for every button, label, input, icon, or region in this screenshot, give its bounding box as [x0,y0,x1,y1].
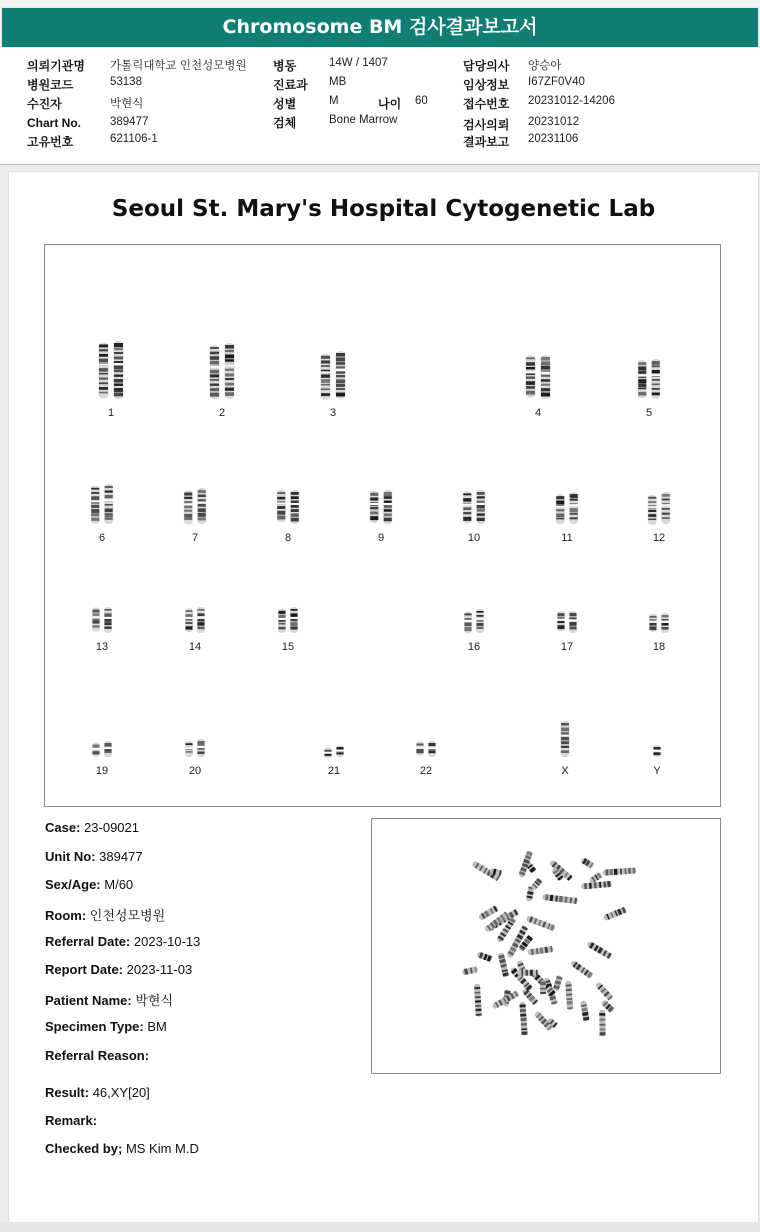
chromosome-pair-18 [629,611,689,655]
chromosome-image [72,605,132,637]
chromosome-pair-17 [537,609,597,655]
info-label-clinical-info: 임상정보 [463,78,510,92]
field-sex-age: Sex/Age: M/60 [45,877,134,892]
bottom-edge [0,1222,760,1232]
chromosome-pair-2 [192,341,252,421]
chromosome-label: 9 [377,532,385,544]
chromosome-pair-8 [258,488,318,546]
info-label-specimen: 검체 [273,116,297,130]
chromosome-image [619,357,679,403]
field-referral-reason: Referral Reason: [45,1048,150,1063]
field-case: Case: 23-09021 [45,820,139,835]
chromosome-image [508,353,568,403]
chromosome-pair-y [627,743,687,779]
info-value-clinical-info: I67ZF0V40 [528,76,585,88]
chromosome-label: 4 [534,407,542,419]
chromosome-label: 19 [95,765,109,777]
chromosome-image [396,739,456,761]
chromosome-label: 21 [327,765,341,777]
chromosome-pair-12 [629,490,689,546]
field-result: Result: 46,XY[20] [45,1085,150,1100]
field-specimen-type: Specimen Type: BM [45,1019,167,1034]
chromosome-pair-6 [72,482,132,546]
chromosome-image [351,488,411,528]
chromosome-label: 6 [98,532,106,544]
chromosome-label: 2 [218,407,226,419]
info-value-accession-no: 20231012-14206 [528,95,615,107]
chromosome-image [258,605,318,637]
info-label-department: 진료과 [273,78,308,92]
chromosome-pair-16 [444,607,504,655]
chromosome-pair-5 [619,357,679,421]
info-label-sex: 성별 [273,97,297,111]
chromosome-label: 13 [95,641,109,653]
info-value-department: MB [329,76,347,88]
chromosome-pair-21 [304,743,364,779]
chromosome-image [444,488,504,528]
chromosome-label: 17 [560,641,574,653]
chromosome-image [537,490,597,528]
chromosome-label: X [561,765,569,777]
chromosome-label: 11 [561,532,573,544]
info-label-request-date: 검사의뢰 [463,118,510,132]
field-report-date: Report Date: 2023-11-03 [45,962,193,977]
lab-title: Seoul St. Mary's Hospital Cytogenetic Lab [111,196,656,222]
chromosome-image [303,349,363,403]
chromosome-pair-11 [537,490,597,546]
info-value-specimen: Bone Marrow [329,114,398,126]
info-value-doctor: 양승아 [528,60,562,72]
chromosome-image [81,339,141,403]
chromosome-label: 15 [281,641,295,653]
chromosome-pair-7 [165,486,225,546]
chromosome-pair-10 [444,488,504,546]
info-label-age: 나이 [378,97,402,111]
metaphase-image [371,818,721,1074]
info-value-request-date: 20231012 [528,116,580,128]
chromosome-label: 5 [645,407,653,419]
patient-info-panel [0,48,760,165]
field-room: Room: 인천성모병원 [45,908,166,923]
info-label-hospital-code: 병원코드 [27,78,74,92]
chromosome-image [165,737,225,761]
info-label-unique-no: 고유번호 [27,135,74,149]
chromosome-pair-13 [72,605,132,655]
chromosome-label: 7 [191,532,199,544]
chromosome-pair-19 [72,739,132,779]
field-patient-name: Patient Name: 박현식 [45,993,174,1008]
info-label-report-date: 결과보고 [463,135,510,149]
chromosome-label: 18 [652,641,666,653]
chromosome-pair-1 [81,339,141,421]
info-value-sex: M [329,95,339,107]
top-edge [0,0,760,6]
chromosome-image [629,611,689,637]
chromosome-image [535,719,595,761]
chromosome-image [72,482,132,528]
info-label-patient: 수진자 [27,97,62,111]
chromosome-label: 8 [284,532,292,544]
info-label-chart-no: Chart No. [27,116,81,130]
chromosome-label: Y [653,765,661,777]
chromosome-image [192,341,252,403]
info-label-ward: 병동 [273,59,297,73]
chromosome-label: 1 [107,407,115,419]
chromosome-pair-x [535,719,595,779]
chromosome-image [72,739,132,761]
chromosome-pair-22 [396,739,456,779]
field-remark: Remark: [45,1113,98,1128]
chromosome-image [258,488,318,528]
report-banner-title: Chromosome BM 검사결과보고서 [2,8,758,47]
chromosome-image [444,607,504,637]
chromosome-pair-20 [165,737,225,779]
info-value-age: 60 [415,95,428,107]
info-value-patient: 박현식 [110,98,144,110]
info-value-ward: 14W / 1407 [329,57,388,69]
info-label-institution: 의뢰기관명 [27,59,85,73]
karyotype-report [8,171,759,1223]
field-unit-no: Unit No: 389477 [45,849,143,864]
chromosome-pair-9 [351,488,411,546]
karyogram [44,244,721,807]
chromosome-pair-15 [258,605,318,655]
chromosome-pair-3 [303,349,363,421]
chromosome-label: 14 [188,641,202,653]
info-value-report-date: 20231106 [528,133,579,145]
chromosome-label: 12 [652,532,666,544]
field-checked-by: Checked by; MS Kim M.D [45,1141,199,1156]
info-label-doctor: 담당의사 [463,59,510,73]
chromosome-label: 10 [467,532,481,544]
chromosome-image [165,605,225,637]
chromosome-label: 3 [329,407,337,419]
chromosome-image [627,743,687,761]
info-value-institution: 가톨릭대학교 인천성모병원 [110,60,247,72]
chromosome-label: 16 [467,641,481,653]
chromosome-image [629,490,689,528]
chromosome-pair-4 [508,353,568,421]
chromosome-image [537,609,597,637]
chromosome-label: 22 [419,765,433,777]
field-referral-date: Referral Date: 2023-10-13 [45,934,201,949]
info-value-hospital-code: 53138 [110,76,142,88]
chromosome-pair-14 [165,605,225,655]
info-label-accession-no: 접수번호 [463,97,510,111]
chromosome-image [165,486,225,528]
info-value-chart-no: 389477 [110,116,149,128]
chromosome-label: 20 [188,765,202,777]
chromosome-image [304,743,364,761]
info-value-unique-no: 621106-1 [110,133,158,145]
